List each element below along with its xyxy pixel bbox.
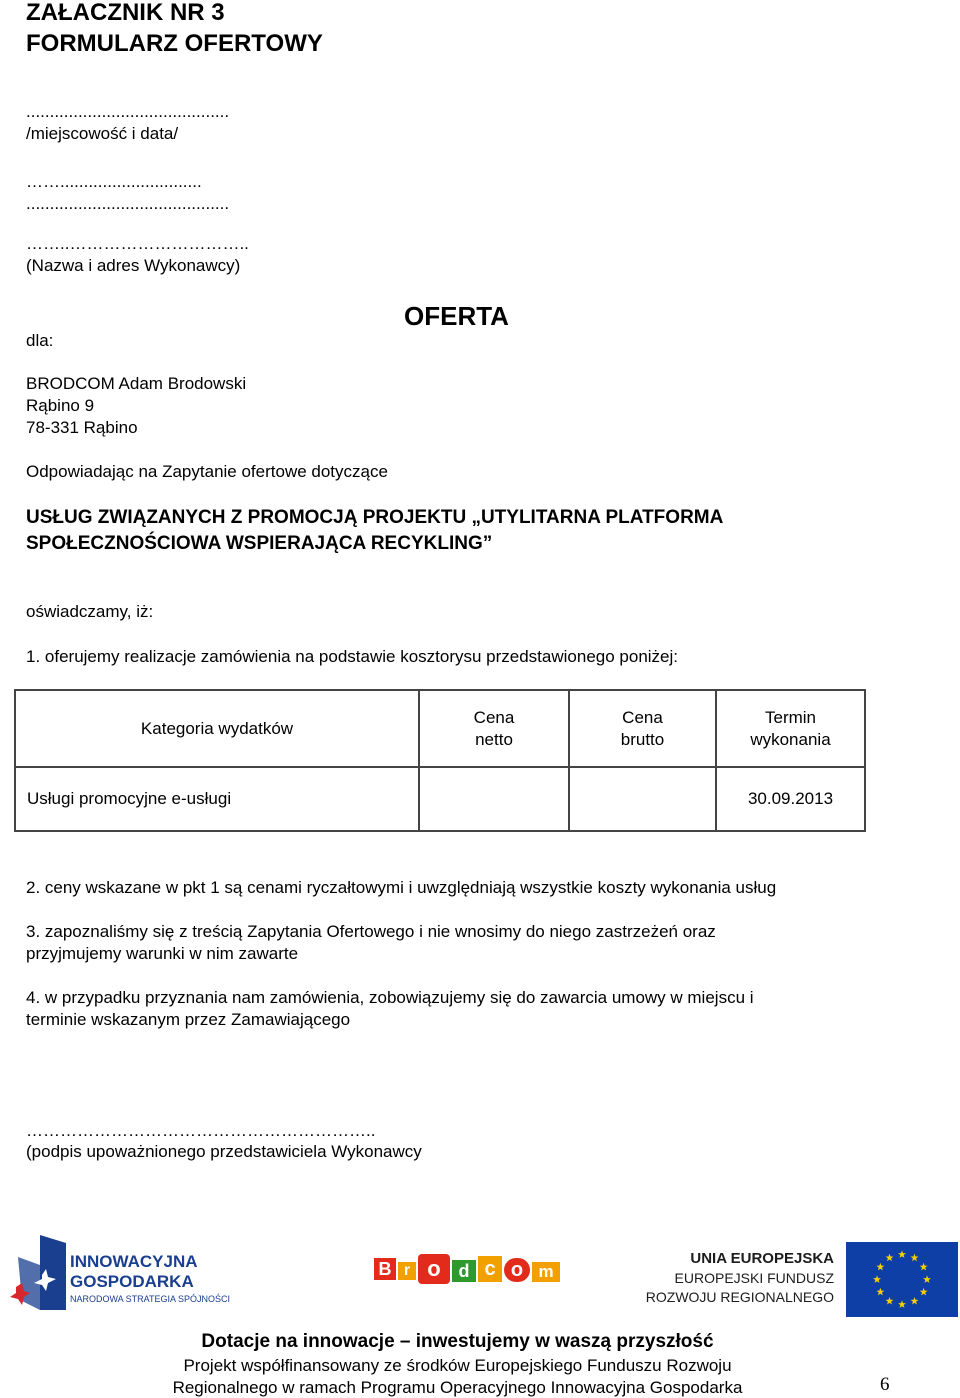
document-subtitle: FORMULARZ OFERTOWY [26,30,323,57]
table-row [15,767,865,831]
brodcom-letter: o [418,1254,450,1284]
ue-line-1: UNIA EUROPEJSKA [690,1250,834,1267]
footer-line-3: Regionalnego w ramach Programu Operacyjnego Innowacyjna Gospodarka [172,1378,743,1397]
intro-text: Odpowiadając na Zapytanie ofertowe dotyczące [26,462,388,481]
document-title: ZAŁACZNIK NR 3 [26,0,225,26]
eu-flag-icon [846,1242,958,1317]
header-category-label: Kategoria wydatków [140,718,294,738]
brodcom-letter: d [452,1260,476,1282]
recipient-name: BRODCOM Adam Brodowski [26,374,247,393]
point-4-line-2: terminie wskazanym przez Zamawiającego [26,1010,351,1029]
recipient-city: 78-331 Rąbino [26,418,138,437]
place-date-dots: ........................................... [26,102,230,121]
table-header-row [15,690,865,767]
ig-line-2: GOSPODARKA [70,1272,194,1291]
place-date-label: /miejscowość i data/ [26,124,179,143]
contractor-dots-2: ........................................... [26,194,230,213]
brodcom-letter: B [374,1258,396,1280]
declaration-text: oświadczamy, iż: [26,602,154,621]
header-termin [716,690,865,767]
header-termin-line2: wykonania [750,729,831,749]
point-4-line-1: 4. w przypadku przyznania nam zamówienia, zobowiązujemy się do zawarcia umowy w miejscu i [26,988,754,1007]
row-netto[interactable] [419,767,569,831]
recipient-prefix: dla: [26,331,54,350]
point-2: 2. ceny wskazane w pkt 1 są cenami ryczałtowymi i uwzględniają wszystkie koszty wykonania usług [26,878,777,897]
brodcom-letter: c [478,1256,502,1282]
row-category: Usługi promocyjne e-usługi [15,767,419,831]
brodcom-letter: m [532,1262,560,1282]
row-termin: 30.09.2013 [716,767,865,831]
point-1: 1. oferujemy realizacje zamówienia na podstawie kosztorysu przedstawionego poniżej: [26,647,679,666]
contractor-dots-3: ……..………………………….. [26,234,249,253]
innowacyjna-gospodarka-emblem-icon [10,1235,66,1310]
header-category [15,690,419,767]
signature-label: (podpis upoważnionego przedstawiciela Wykonawcy [26,1142,422,1161]
point-3-line-2: przyjmujemy warunki w nim zawarte [26,944,299,963]
ue-line-3: ROZWOJU REGIONALNEGO [645,1289,834,1305]
point-3-line-1: 3. zapoznaliśmy się z treścią Zapytania Ofertowego i nie wnosimy do niego zastrzeżeń oraz [26,922,716,941]
ig-line-3: NARODOWA STRATEGIA SPÓJNOŚCI [70,1294,231,1304]
header-brutto [569,690,716,767]
offer-heading: OFERTA [404,301,509,331]
header-netto-line2: netto [475,729,513,749]
header-brutto-line1: Cena [622,707,663,727]
ig-line-1: INNOWACYJNA [70,1252,198,1271]
footer-slogan: Dotacje na innowacje – inwestujemy w waszą przyszłość [201,1331,714,1352]
signature-dots: …………………………………………………….. [26,1121,376,1140]
contractor-dots-1: …….............................. [26,172,202,191]
subject-line-1: USŁUG ZWIĄZANYCH Z PROMOCJĄ PROJEKTU „UTYLITARNA PLATFORMA [26,507,724,528]
cost-table [14,689,866,832]
brodcom-letter: r [398,1262,416,1280]
subject-line-2: SPOŁECZNOŚCIOWA WSPIERAJĄCA RECYKLING” [26,533,493,554]
page-number: 6 [880,1374,890,1395]
header-netto-line1: Cena [473,707,515,727]
header-brutto-line2: brutto [620,729,665,749]
brodcom-letter: o [504,1258,530,1282]
ue-line-2: EUROPEJSKI FUNDUSZ [674,1270,834,1286]
header-netto [419,690,569,767]
header-termin-line1: Termin [764,707,816,727]
recipient-street: Rąbino 9 [26,396,95,415]
row-brutto[interactable] [569,767,716,831]
logos-strip [0,1230,960,1325]
footer-line-2: Projekt współfinansowany ze środków Europejskiego Funduszu Rozwoju [183,1356,732,1375]
contractor-label: (Nazwa i adres Wykonawcy) [26,256,241,275]
